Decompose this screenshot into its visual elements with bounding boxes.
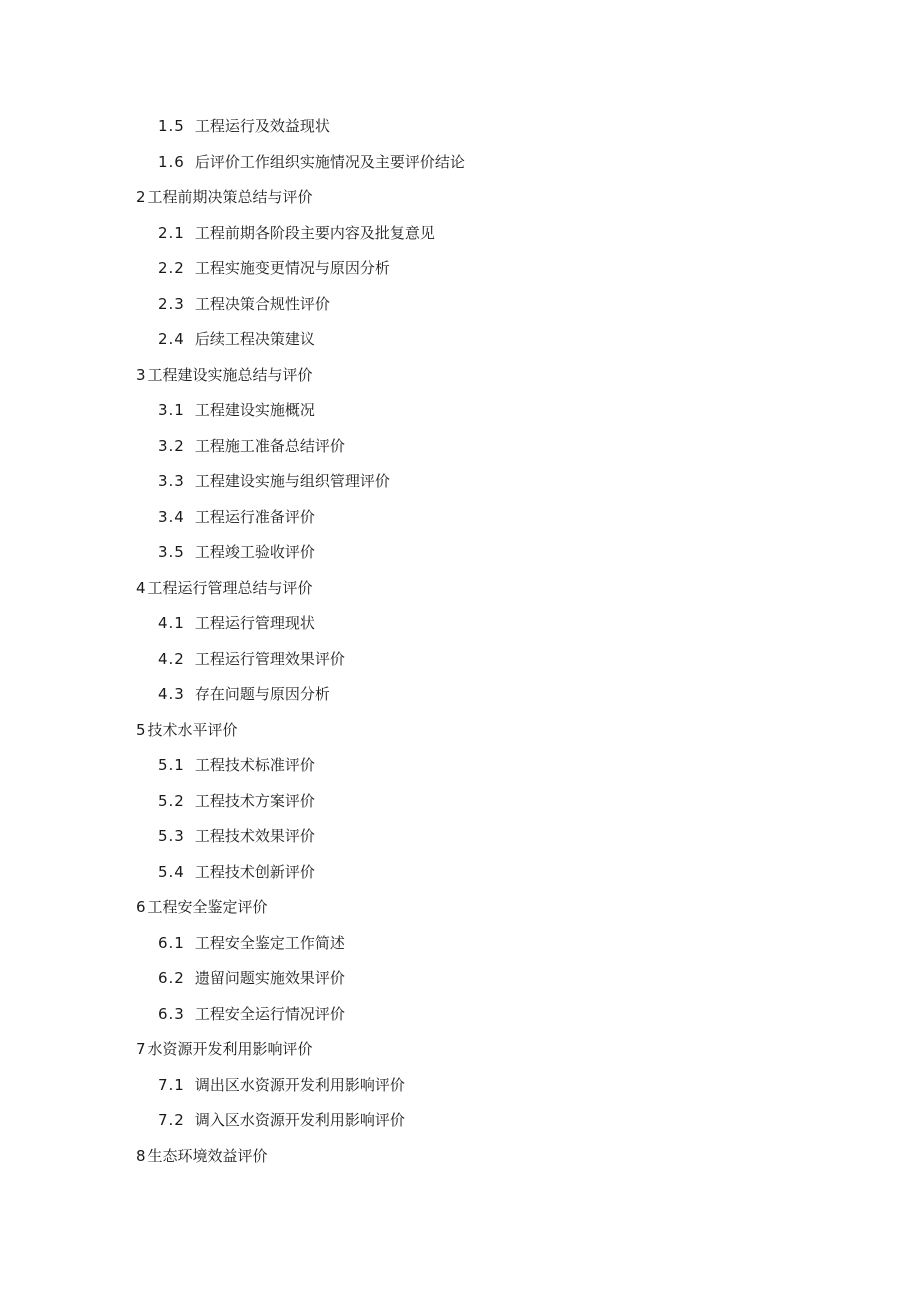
toc-number: 6.1 <box>158 933 185 952</box>
toc-title: 工程竣工验收评价 <box>194 543 315 561</box>
toc-title: 工程建设实施总结与评价 <box>147 365 313 384</box>
toc-number: 5.1 <box>158 756 185 774</box>
toc-title: 后评价工作组织实施情况及主要评价结论 <box>194 152 465 171</box>
toc-section <box>0 1068 920 1104</box>
toc-title: 生态环境效益评价 <box>147 1146 268 1165</box>
toc-title: 工程技术标准评价 <box>194 756 315 774</box>
toc-section <box>0 535 920 571</box>
toc-title: 工程技术创新评价 <box>194 862 315 881</box>
toc-section <box>0 251 920 287</box>
toc-title: 工程技术方案评价 <box>194 791 315 810</box>
toc-title: 技术水平评价 <box>147 720 238 739</box>
toc-title: 工程施工准备总结评价 <box>194 436 345 455</box>
toc-number: 2.4 <box>158 330 185 348</box>
toc-number: 5.2 <box>158 791 185 810</box>
toc-title: 工程前期决策总结与评价 <box>147 188 313 206</box>
toc-chapter <box>0 358 920 394</box>
toc-section <box>0 287 920 323</box>
toc-title: 工程技术效果评价 <box>194 827 315 845</box>
toc-number: 4.2 <box>158 649 185 668</box>
toc-section <box>0 997 920 1033</box>
toc-number: 3 <box>136 365 146 384</box>
toc-section <box>0 961 920 997</box>
toc-section <box>0 677 920 713</box>
toc-section <box>0 606 920 642</box>
toc-title: 工程运行准备评价 <box>194 507 315 526</box>
toc-number: 1.5 <box>158 117 185 135</box>
toc-number: 3.3 <box>158 472 185 490</box>
toc-number: 2.2 <box>158 259 185 277</box>
toc-title: 遗留问题实施效果评价 <box>194 969 345 987</box>
toc-section <box>0 855 920 891</box>
toc-section <box>0 642 920 678</box>
toc-title: 工程运行及效益现状 <box>194 117 330 135</box>
toc-section <box>0 216 920 252</box>
toc-title: 存在问题与原因分析 <box>194 685 330 703</box>
toc-section <box>0 748 920 784</box>
toc-chapter <box>0 713 920 749</box>
toc-section <box>0 429 920 465</box>
toc-number: 3.5 <box>158 543 185 561</box>
toc-number: 3.4 <box>158 507 185 526</box>
table-of-contents <box>0 109 920 1174</box>
toc-chapter <box>0 1139 920 1175</box>
toc-number: 4.3 <box>158 685 185 703</box>
toc-number: 5 <box>136 720 146 739</box>
toc-number: 4.1 <box>158 614 185 632</box>
toc-title: 工程前期各阶段主要内容及批复意见 <box>194 223 435 242</box>
toc-title: 后续工程决策建议 <box>194 330 315 348</box>
toc-section <box>0 322 920 358</box>
toc-section <box>0 500 920 536</box>
toc-title: 工程运行管理效果评价 <box>194 649 345 668</box>
toc-section <box>0 926 920 962</box>
toc-title: 工程运行管理总结与评价 <box>147 578 313 597</box>
toc-number: 6 <box>136 898 146 916</box>
toc-number: 7.2 <box>158 1111 185 1129</box>
toc-number: 7 <box>136 1040 146 1058</box>
toc-section <box>0 109 920 145</box>
toc-number: 2.3 <box>158 294 185 313</box>
toc-chapter <box>0 571 920 607</box>
toc-title: 工程建设实施概况 <box>194 401 315 419</box>
toc-title: 调出区水资源开发利用影响评价 <box>194 1075 405 1094</box>
toc-title: 工程决策合规性评价 <box>194 294 330 313</box>
toc-section <box>0 393 920 429</box>
toc-title: 工程安全鉴定评价 <box>147 898 268 916</box>
toc-number: 4 <box>136 578 146 597</box>
toc-title: 工程建设实施与组织管理评价 <box>194 472 390 490</box>
toc-number: 5.3 <box>158 827 185 845</box>
toc-chapter <box>0 1032 920 1068</box>
toc-title: 工程实施变更情况与原因分析 <box>194 259 390 277</box>
toc-title: 工程安全鉴定工作简述 <box>194 933 345 952</box>
toc-number: 5.4 <box>158 862 185 881</box>
toc-title: 水资源开发利用影响评价 <box>147 1040 313 1058</box>
toc-chapter <box>0 180 920 216</box>
toc-title: 调入区水资源开发利用影响评价 <box>194 1111 405 1129</box>
toc-number: 3.1 <box>158 401 185 419</box>
toc-number: 1.6 <box>158 152 185 171</box>
toc-number: 2 <box>136 188 146 206</box>
toc-chapter <box>0 890 920 926</box>
toc-title: 工程安全运行情况评价 <box>194 1004 345 1023</box>
toc-number: 2.1 <box>158 223 185 242</box>
toc-section <box>0 464 920 500</box>
toc-title: 工程运行管理现状 <box>194 614 315 632</box>
toc-number: 6.3 <box>158 1004 185 1023</box>
toc-section <box>0 145 920 181</box>
toc-section <box>0 784 920 820</box>
toc-number: 8 <box>136 1146 146 1165</box>
toc-number: 3.2 <box>158 436 185 455</box>
toc-section <box>0 1103 920 1139</box>
toc-number: 6.2 <box>158 969 185 987</box>
toc-section <box>0 819 920 855</box>
toc-number: 7.1 <box>158 1075 185 1094</box>
